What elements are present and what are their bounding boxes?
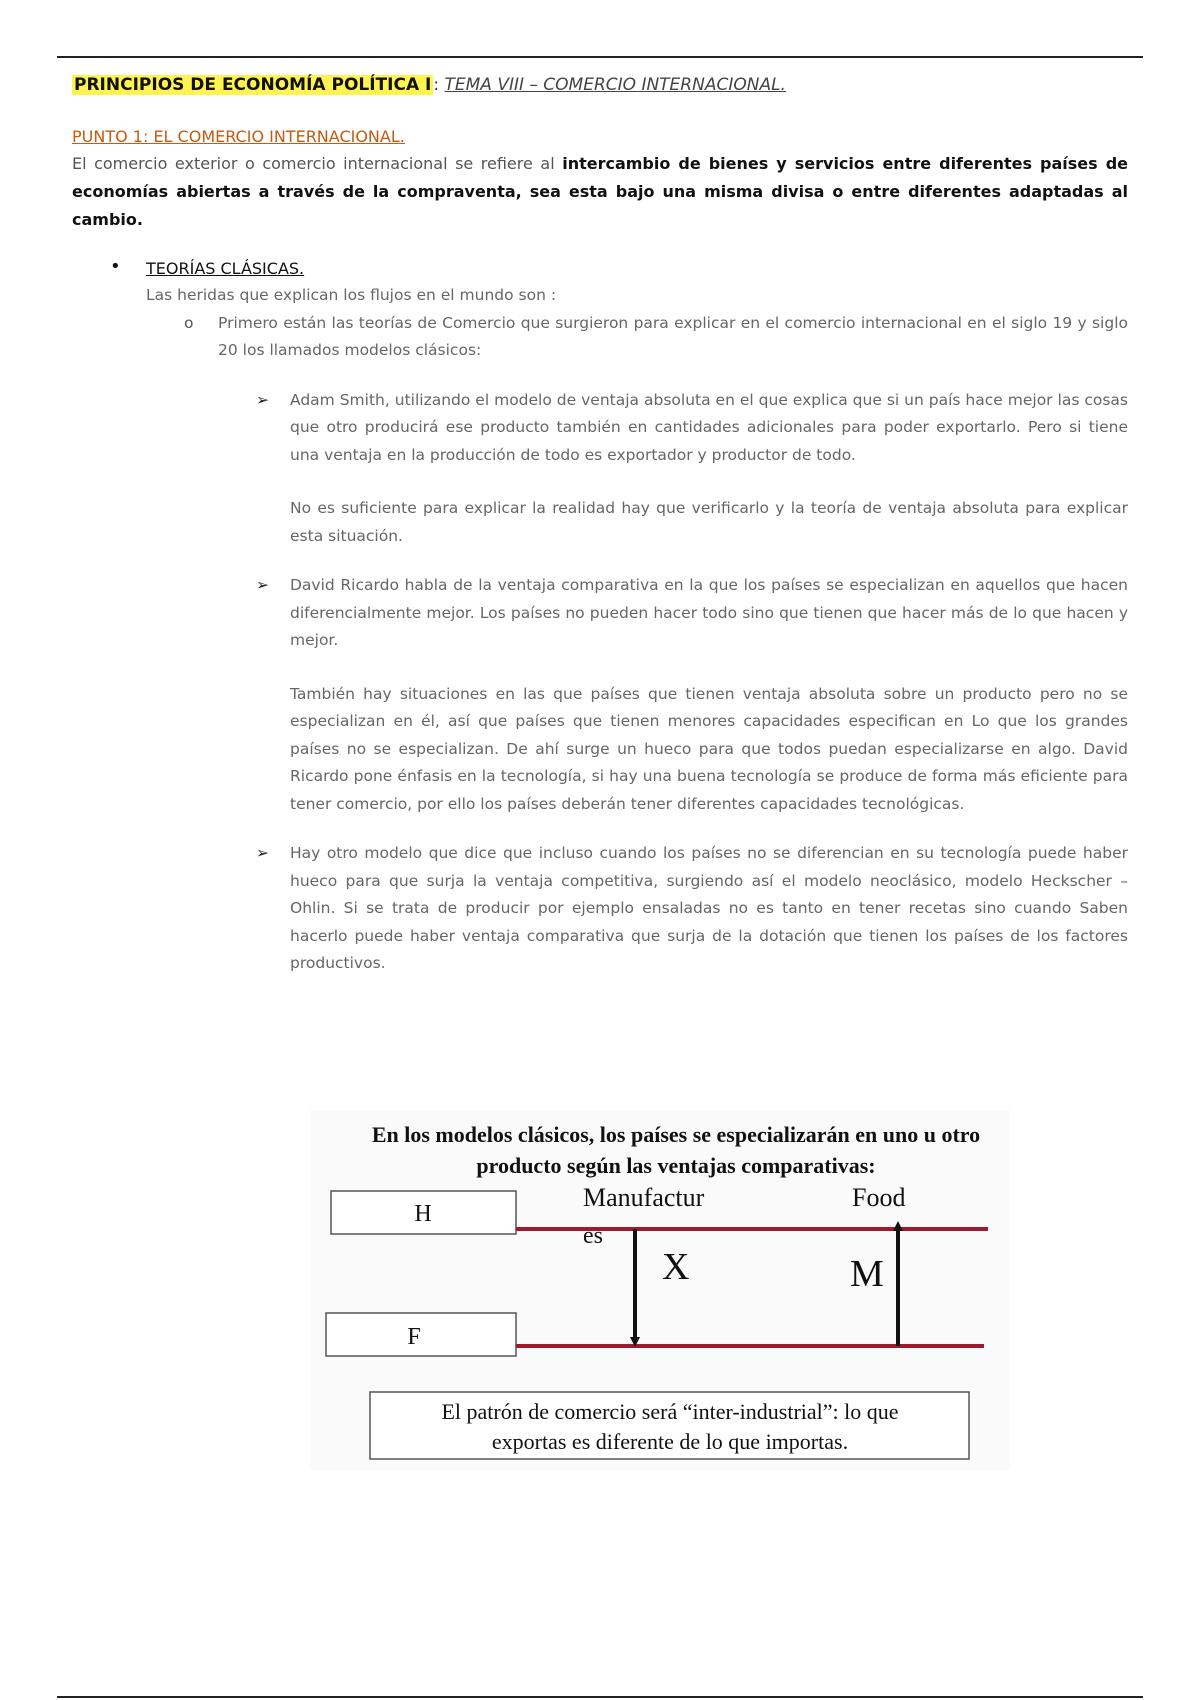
country-box-f bbox=[326, 1313, 516, 1356]
smith-paragraph-2: No es suficiente para explicar la realidad hay que verificarlo y la teoría de ventaja absoluta para explicar esta situación. bbox=[290, 499, 1128, 545]
sub-bullet-marker: o bbox=[184, 313, 194, 332]
label-m: M bbox=[850, 1253, 884, 1295]
label-food: Food bbox=[852, 1183, 906, 1212]
trade-pattern-line-2: exportas es diferente de lo que importas. bbox=[491, 1429, 849, 1454]
arrow-bullet-icon: ➢ bbox=[256, 576, 269, 594]
intro-plain-text: El comercio exterior o comercio internacional se refiere al bbox=[72, 154, 563, 173]
heckscher-paragraph: Hay otro modelo que dice que incluso cuando los países no se diferencian en su tecnología puede haber hueco para que surja la ventaja competitiva, surgiendo así el modelo neoclásico, modelo Heckscher – Ohlin. Si se trata de producir por ejemplo ensaladas no es tanto en tener recetas sino cuando Saben hacerlo puede haber ventaja comparativa que surja de la dotación que tienen los países de los factores productivos. bbox=[290, 844, 1128, 972]
ricardo-paragraph-1: David Ricardo habla de la ventaja comparativa en la que los países se especializan en aquellos que hacen diferencialmente mejor. Los países no pueden hacer todo sino que tienen que hacer más de lo que hacen y mejor. bbox=[290, 576, 1128, 649]
bullet-marker: • bbox=[110, 256, 121, 277]
document-body bbox=[72, 72, 1128, 978]
topic-subtitle: TEMA VIII – COMERCIO INTERNACIONAL. bbox=[444, 75, 786, 95]
item-heckscher-ohlin bbox=[72, 840, 1128, 978]
item-adam-smith bbox=[72, 387, 1128, 551]
bottom-rule bbox=[57, 1696, 1143, 1698]
trade-pattern-line-1: El patrón de comercio será “inter-industrial”: lo que bbox=[441, 1399, 899, 1424]
diagram-title-line-2: producto según las ventajas comparativas: bbox=[476, 1153, 876, 1178]
title-separator: : bbox=[433, 75, 440, 95]
arrow-bullet-icon: ➢ bbox=[256, 844, 269, 862]
sub-item-text: Primero están las teorías de Comercio que surgieron para explicar en el comercio internacional en el siglo 19 y siglo 20 los llamados modelos clásicos: bbox=[218, 313, 1128, 359]
item-david-ricardo bbox=[72, 572, 1128, 818]
theories-section bbox=[72, 256, 1128, 310]
intro-paragraph bbox=[72, 150, 1128, 234]
country-label-f: F bbox=[407, 1324, 421, 1350]
section-heading: PUNTO 1: EL COMERCIO INTERNACIONAL. bbox=[72, 127, 405, 146]
label-x: X bbox=[662, 1246, 690, 1288]
theories-heading: TEORÍAS CLÁSICAS. bbox=[146, 259, 305, 278]
course-title: PRINCIPIOS DE ECONOMÍA POLÍTICA I bbox=[74, 75, 432, 95]
document-title bbox=[72, 72, 1128, 98]
label-manufactures-1: Manufactur bbox=[583, 1183, 705, 1212]
arrow-bullet-icon: ➢ bbox=[256, 390, 269, 409]
smith-paragraph-1: Adam Smith, utilizando el modelo de ventaja absoluta en el que explica que si un país hace mejor las cosas que otro producirá ese producto también en cantidades adicionales para poder exportarlo. Pero si tiene una ventaja en la producción de todo es exportador y productor de todo. bbox=[290, 390, 1128, 464]
label-manufactures-2: es bbox=[583, 1223, 603, 1249]
comparative-advantage-diagram bbox=[0, 1110, 1200, 1470]
top-rule bbox=[57, 56, 1143, 58]
ricardo-paragraph-2: También hay situaciones en las que países que tienen ventaja absoluta sobre un producto pero no se especializan en él, así que países que tienen menores capacidades especifican en Lo que los grandes países no se especializan. De ahí surge un hueco para que todos puedan especializarse en algo. David Ricardo pone énfasis en la tecnología, si hay una buena tecnología se produce de forma más eficiente para tener comercio, por ello los países deberán tener diferentes capacidades tecnológicas. bbox=[290, 684, 1128, 813]
intro-bold-text: intercambio de bienes y servicios entre diferentes países de economías abiertas a través de la compraventa, sea esta bajo una misma divisa o entre diferentes adaptadas al cambio. bbox=[72, 154, 1129, 229]
diagram-title-line-1: En los modelos clásicos, los países se especializarán en uno u otro bbox=[371, 1122, 981, 1147]
theories-lead: Las heridas que explican los flujos en el mundo son : bbox=[146, 286, 557, 304]
sub-item-classic-models bbox=[72, 310, 1128, 365]
country-label-h: H bbox=[414, 1201, 432, 1227]
